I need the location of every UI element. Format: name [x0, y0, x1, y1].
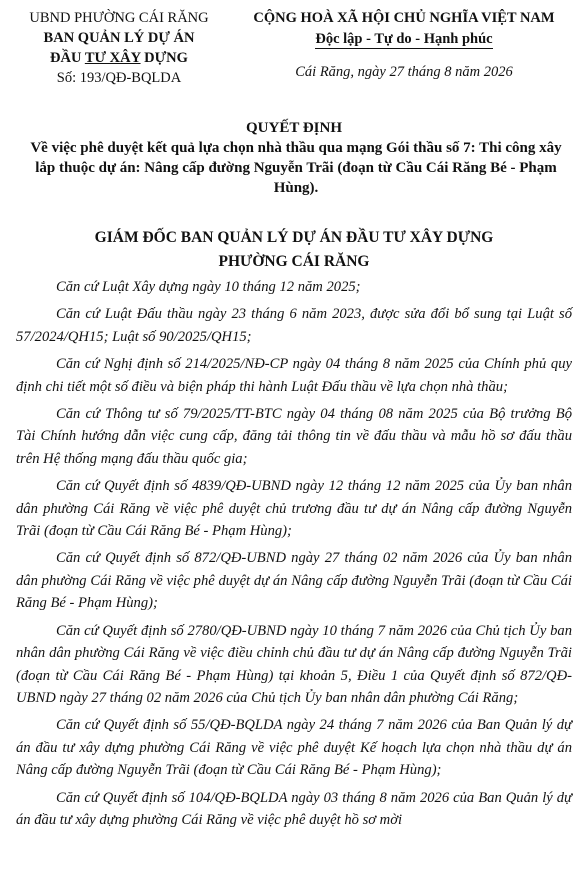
decision-title: QUYẾT ĐỊNH	[246, 120, 342, 136]
document-number: Số: 193/QĐ-BQLDA	[56, 70, 182, 86]
legal-basis-item: Căn cứ Thông tư số 79/2025/TT-BTC ngày 04 tháng 08 năm 2025 của Bộ trưởng Bộ Tài Chính hướng dẫn việc cung cấp, đăng tải thông tin về đấu thầu và mẫu hồ sơ đấu thầu trên Hệ thống mạng đấu thầu quốc gia;	[16, 406, 572, 467]
decision-subject: Về việc phê duyệt kết quả lựa chọn nhà thầu qua mạng Gói thầu số 7: Thi công xây lắp thuộc dự án: Nâng cấp đường Nguyễn Trãi (đoạn từ Cầu Cái Răng Bé - Phạm Hùng).	[30, 140, 562, 196]
legal-basis-item: Căn cứ Nghị định số 214/2025/NĐ-CP ngày 04 tháng 8 năm 2025 của Chính phủ quy định chi tiết một số điều và biện pháp thi hành Luật Đấu thầu về lựa chọn nhà thầu;	[16, 356, 572, 395]
legal-basis-item: Căn cứ Luật Đấu thầu ngày 23 tháng 6 năm 2023, được sửa đổi bổ sung tại Luật số 57/2024/QH15; Luật số 90/2025/QH15;	[16, 306, 572, 345]
national-motto-text: Độc lập - Tự do - Hạnh phúc	[315, 31, 493, 47]
board-name-line2-underlined: TƯ XÂY	[84, 50, 141, 66]
issuer-title	[16, 226, 572, 274]
legal-basis-item: Căn cứ Quyết định số 4839/QĐ-UBND ngày 12 tháng 12 năm 2025 của Ủy ban nhân dân phường Cái Răng về việc phê duyệt chủ trương đầu tư dự án Nâng cấp đường Nguyễn Trãi (đoạn từ Cầu Cái Răng Bé - Phạm Hùng);	[16, 478, 572, 540]
national-title: CỘNG HOÀ XÃ HỘI CHỦ NGHĨA VIỆT NAM	[253, 10, 555, 26]
board-name-line2-suffix: DỰNG	[140, 50, 188, 66]
legal-basis-item: Căn cứ Quyết định số 55/QĐ-BQLDA ngày 24 tháng 7 năm 2026 của Ban Quản lý dự án đầu tư xây dựng phường Cái Răng về việc phê duyệt Kế hoạch lựa chọn nhà thầu dự án Nâng cấp đường Nguyễn Trãi (đoạn từ Cầu Cái Răng Bé - Phạm Hùng);	[16, 717, 572, 779]
board-name-line1: BAN QUẢN LÝ DỰ ÁN	[43, 30, 195, 46]
legal-basis-item: Căn cứ Luật Xây dựng ngày 10 tháng 12 năm 2025;	[56, 279, 361, 295]
national-header-block	[226, 8, 582, 82]
legal-bases	[16, 276, 572, 836]
agency-name: UBND PHƯỜNG CÁI RĂNG	[29, 10, 209, 26]
issuer-title-line1: GIÁM ĐỐC BAN QUẢN LÝ DỰ ÁN ĐẦU TƯ XÂY DỰNG	[94, 229, 494, 246]
legal-basis-item: Căn cứ Quyết định số 2780/QĐ-UBND ngày 10 tháng 7 năm 2026 của Chủ tịch Ủy ban nhân dân phường Cái Răng về việc điều chỉnh chủ đầu tư dự án Nâng cấp đường Nguyễn Trãi (đoạn từ Cầu Cái Răng Bé - Phạm Hùng) tại khoản 5, Điều 1 của Quyết định số 872/QĐ-UBND ngày 27 tháng 02 năm 2026 của Chủ tịch Ủy ban nhân dân phường Cái Răng;	[16, 622, 572, 706]
legal-basis-item: Căn cứ Quyết định số 104/QĐ-BQLDA ngày 03 tháng 8 năm 2026 của Ban Quản lý dự án đầu tư xây dựng phường Cái Răng về việc phê duyệt hồ sơ mời	[16, 789, 572, 828]
legal-basis-item: Căn cứ Quyết định số 872/QĐ-UBND ngày 27 tháng 02 năm 2026 của Ủy ban nhân dân phường Cái Răng về việc phê duyệt dự án Nâng cấp đường Nguyễn Trãi (đoạn từ Cầu Cái Răng Bé - Phạm Hùng);	[16, 550, 572, 612]
board-name-line2	[16, 48, 222, 68]
issuing-agency-block	[16, 8, 222, 88]
issuer-title-line2: PHƯỜNG CÁI RĂNG	[218, 253, 370, 270]
board-name-line2-prefix: ĐẦU	[50, 50, 85, 66]
national-motto	[226, 28, 582, 50]
place-and-date: Cái Răng, ngày 27 tháng 8 năm 2026	[295, 64, 513, 80]
document-header	[0, 8, 588, 98]
